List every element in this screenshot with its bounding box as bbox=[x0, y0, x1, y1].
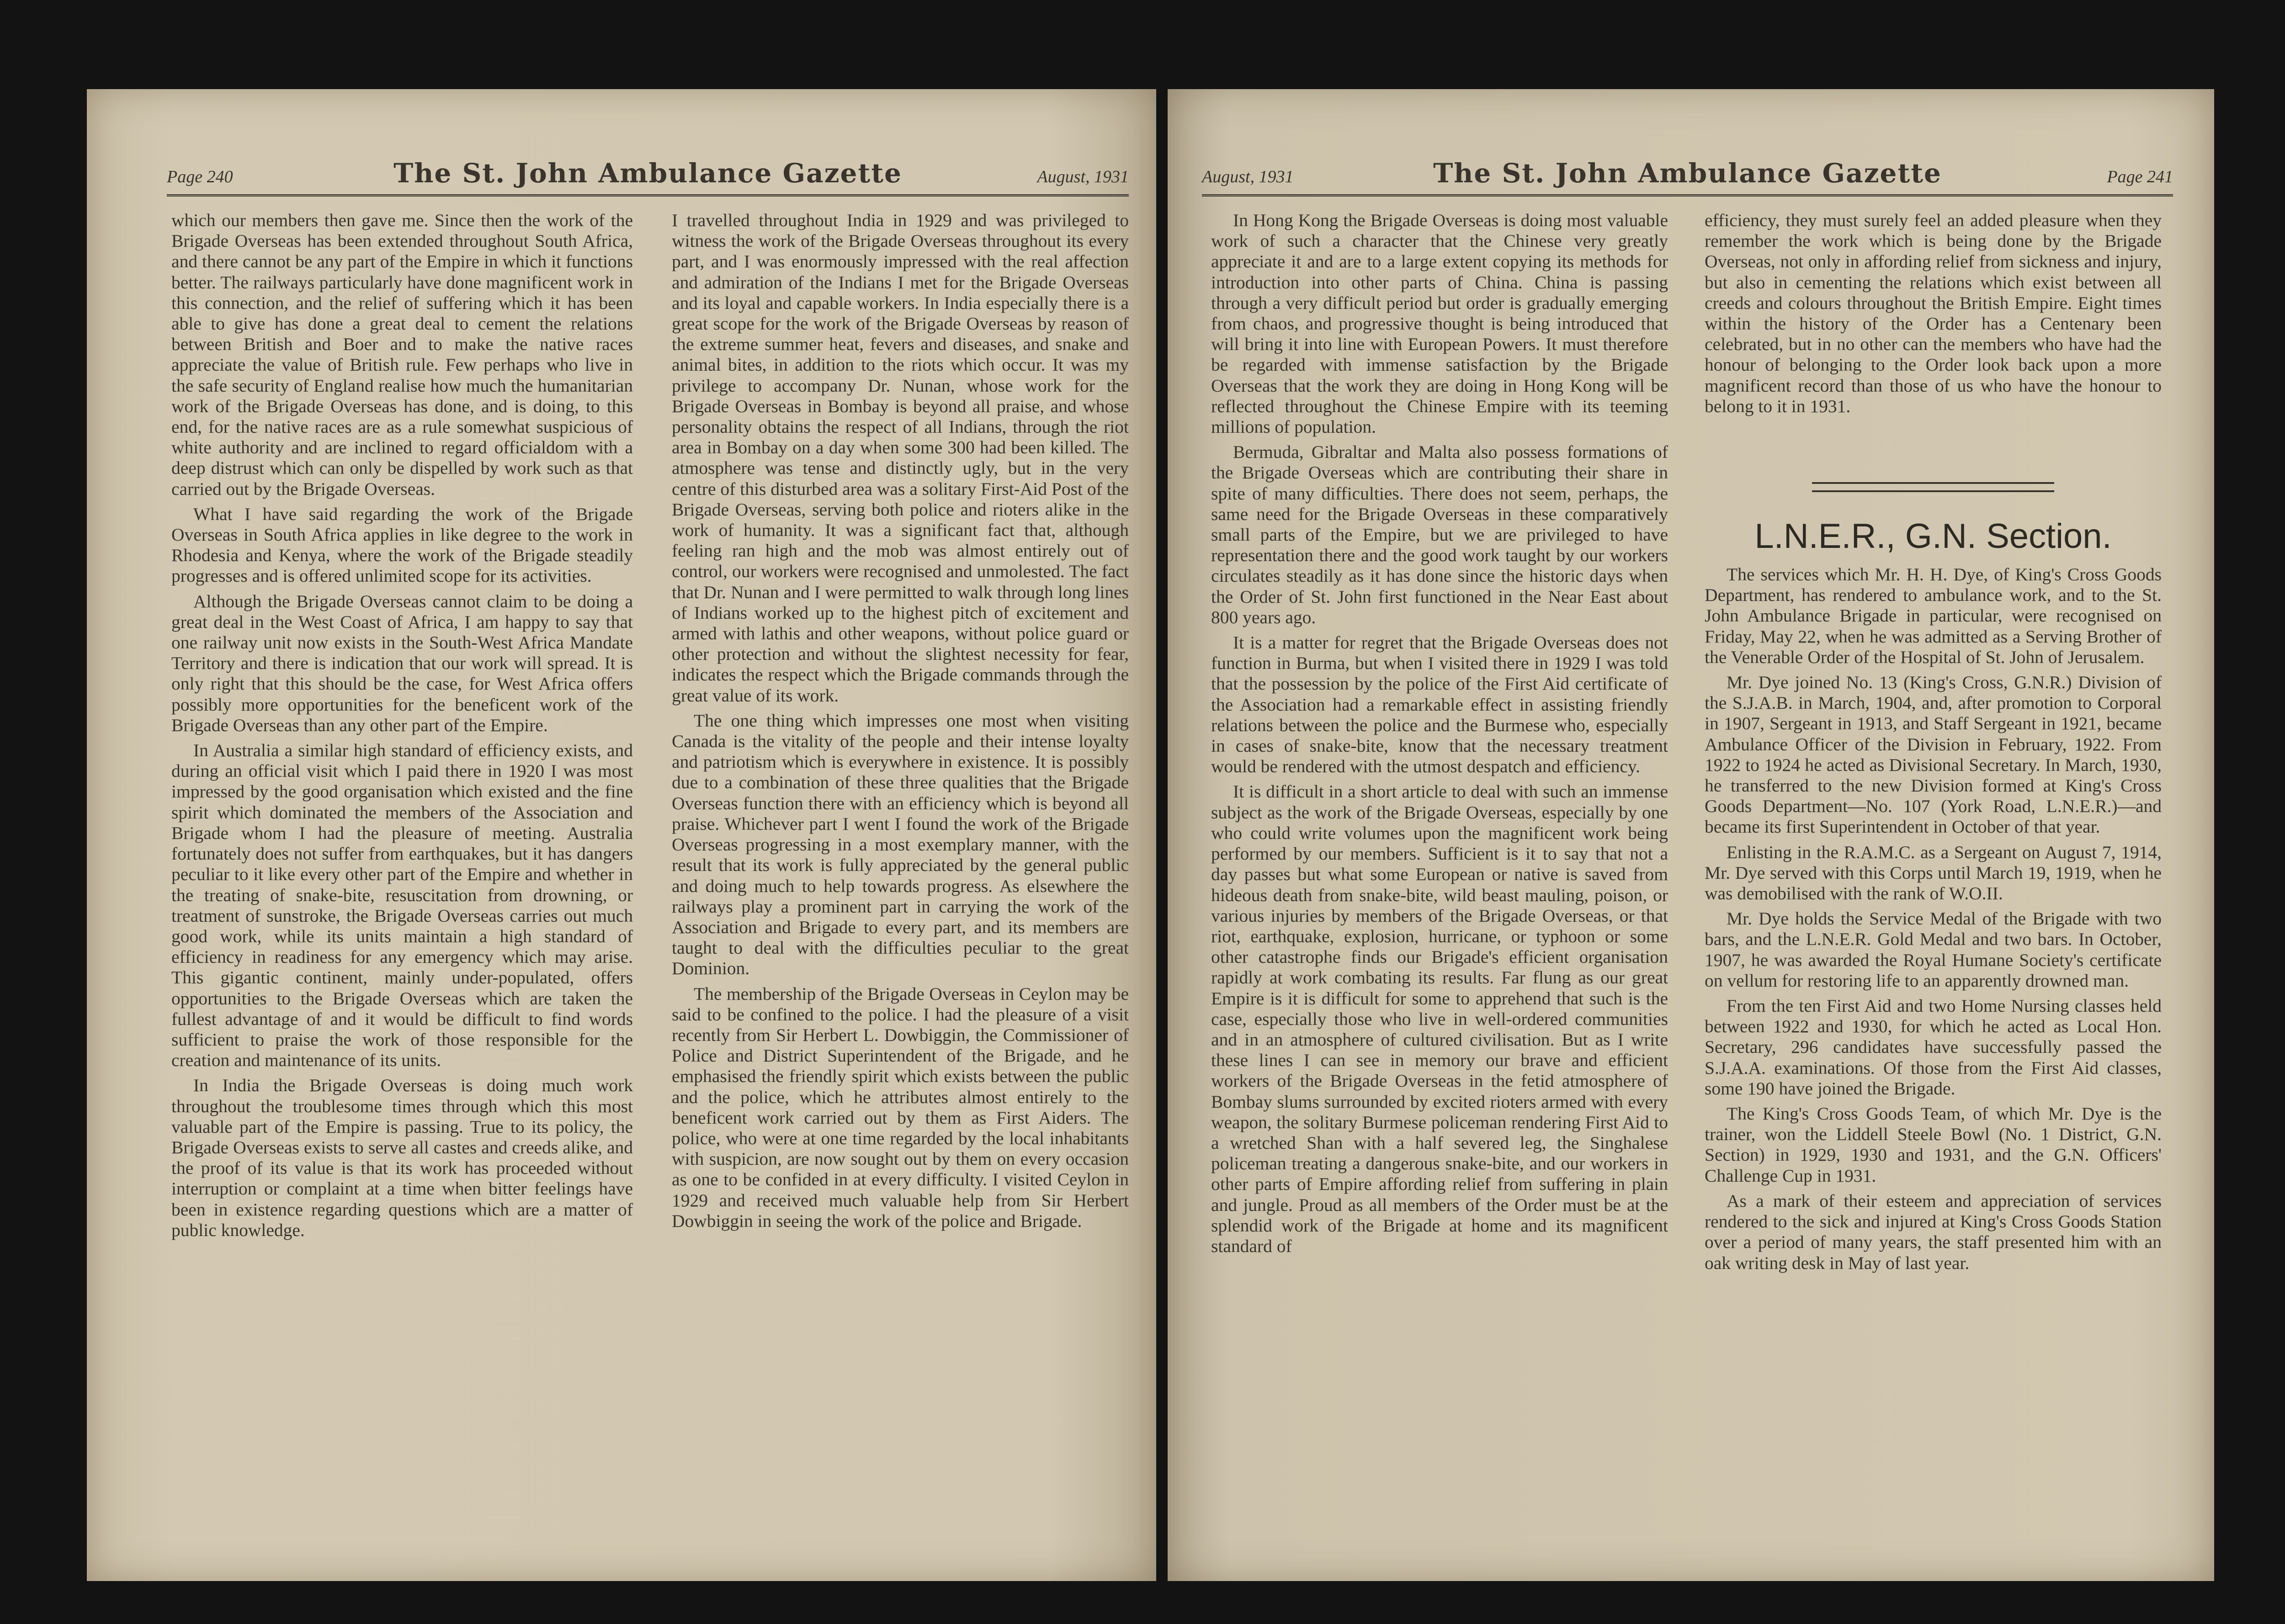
paragraph: Mr. Dye holds the Service Medal of the Brigade with two bars, and the L.N.E.R. Gold Medal and two bars. In October, 1907, he was awarded the Royal Humane Society's certificate on vellum for restoring life to an apparently drowned man. bbox=[1705, 908, 2162, 991]
paragraph: I travelled throughout India in 1929 and was privileged to witness the work of the Brigade Overseas throughout its every part, and I was enormously impressed with the real affection and admiration of the Indians I met for the Brigade Overseas and its loyal and capable workers. In India especially there is a great scope for the work of the Brigade Overseas by reason of the extreme summer heat, fevers and diseases, and snake and animal bites, in addition to the riots which occur. It was my privilege to accompany Dr. Nunan, whose work for the Brigade Overseas in Bombay is beyond all praise, and whose personality obtains the respect of all Indians, through the riot area in Bombay on a day when some 300 had been killed. The atmosphere was tense and distinctly ugly, but in the very centre of this disturbed area was a solitary First-Aid Post of the Brigade Overseas, serving both police and rioters alike in the work of humanity. It was a significant fact that, although feeling ran high and the mob was almost entirely out of control, our workers were recognised and unmolested. The fact that Dr. Nunan and I were permitted to walk through long lines of Indians worked up to the highest pitch of excitement and armed with lathis and other weapons, without police guard or other protection and without the slightest necessity for fear, indicates the respect which the Brigade commands through the great value of its work. bbox=[672, 210, 1129, 706]
right-column-1 bbox=[1211, 210, 1668, 1261]
paragraph: Enlisting in the R.A.M.C. as a Sergeant on August 7, 1914, Mr. Dye served with this Corps until March 19, 1919, when he was demobilised with the rank of W.O.II. bbox=[1705, 842, 2162, 904]
paragraph: In Hong Kong the Brigade Overseas is doing most valuable work of such a character that the Chinese very greatly appreciate it and are to a large extent copying its methods for introduction into other parts of China. China is passing through a very difficult period but order is gradually emerging from chaos, and progressive thought is being introduced that will bring it into line with European Powers. It must therefore be regarded with immense satisfaction by the Brigade Overseas that the work they are doing in Hong Kong will be reflected throughout the Chinese Empire with its teeming millions of population. bbox=[1211, 210, 1668, 437]
issue-date: August, 1931 bbox=[1202, 167, 1294, 186]
paragraph: efficiency, they must surely feel an added pleasure when they remember the work which is being done by the Brigade Overseas, not only in affording relief from sickness and injury, but also in cementing the relations which exist between all creeds and colours throughout the British Empire. Eight times within the history of the Order has a Centenary been celebrated, but in no other can the members who have had the honour of belonging to the Order look back upon a more magnificent record than those of us who have the honour to belong to it in 1931. bbox=[1705, 210, 2162, 416]
paragraph: In Australia a similar high standard of efficiency exists, and during an official visit which I paid there in 1920 I was most impressed by the good organisation which existed and the fine spirit which dominated the members of the Association and Brigade whom I had the pleasure of meeting. Australia fortunately does not suffer from earthquakes, but it has dangers peculiar to it like every other part of the Empire and whether in the treating of snake-bite, resuscitation from drowning, or treatment of sunstroke, the Brigade Overseas carries out much good work, while its units maintain a high standard of efficiency in readiness for any emergency which may arise. This gigantic continent, mainly under-populated, offers opportunities to the Brigade Overseas which are taken the fullest advantage of and it would be difficult to find words sufficient to praise the work of those responsible for the creation and maintenance of its units. bbox=[171, 740, 633, 1071]
right-page bbox=[1168, 89, 2214, 1581]
right-column-2 bbox=[1705, 564, 2162, 1278]
paragraph: Mr. Dye joined No. 13 (King's Cross, G.N.R.) Division of the S.J.A.B. in March, 1904, and, after promotion to Corporal in 1907, Sergeant in 1913, and Staff Sergeant in 1921, became Ambulance Officer of the Division in February, 1922. From 1922 to 1924 he acted as Divisional Secretary. In March, 1930, he transferred to the new Division formed at King's Cross Goods Department—No. 107 (York Road, L.N.E.R.)—and became its first Superintendent in October of that year. bbox=[1705, 672, 2162, 837]
paragraph: Although the Brigade Overseas cannot claim to be doing a great deal in the West Coast of Africa, I am happy to say that one railway unit now exists in the South-West Africa Mandate Territory and there is indication that our work will spread. It is only right that this should be the case, for West Africa offers possibly more opportunities for the beneficent work of the Brigade Overseas than any other part of the Empire. bbox=[171, 591, 633, 735]
paragraph: Bermuda, Gibraltar and Malta also possess formations of the Brigade Overseas which are contributing their share in spite of many difficulties. There does not seem, perhaps, the same need for the Brigade Overseas in these comparatively small parts of the Empire, but we are privileged to have representation there and the good work taught by our workers circulates steadily as it has done since the historic days when the Order of St. John first functioned in the Near East about 800 years ago. bbox=[1211, 442, 1668, 627]
gazette-title: The St. John Ambulance Gazette bbox=[1433, 158, 1942, 189]
paragraph: What I have said regarding the work of the Brigade Overseas in South Africa applies in like degree to the work in Rhodesia and Kenya, where the work of the Brigade steadily progresses and is offered unlimited scope for its activities. bbox=[171, 504, 633, 586]
page-number: Page 240 bbox=[167, 167, 233, 186]
paragraph: From the ten First Aid and two Home Nursing classes held between 1922 and 1930, for which he acted as Local Hon. Secretary, 296 candidates have successfully passed the S.J.A.A. examinations. Of those from the First Aid classes, some 190 have joined the Brigade. bbox=[1705, 996, 2162, 1099]
paragraph: The one thing which impresses one most when visiting Canada is the vitality of the people and their intense loyalty and patriotism which is everywhere in existence. It is possibly due to a combination of these three qualities that the Brigade Overseas function there with an efficiency which is beyond all praise. Whichever part I went I found the work of the Brigade Overseas progressing in a most exemplary manner, with the result that its work is fully appreciated by the general public and doing much to help towards progress. As elsewhere the railways play a prominent part in carrying the work of the Association and Brigade to every part, and its members are taught to deal with the difficulties peculiar to the great Dominion. bbox=[672, 710, 1129, 979]
paragraph: The membership of the Brigade Overseas in Ceylon may be said to be confined to the police. I had the pleasure of a visit recently from Sir Herbert L. Dowbiggin, the Commissioner of Police and District Superintendent of the Brigade, and he emphasised the friendly spirit which exists between the public and the police, which he attributes almost entirely to the beneficent work carried out by them as First Aiders. The police, who were at one time regarded by the local inhabitants with suspicion, are now sought out by them on every occasion as one to be confided in at every difficulty. I visited Ceylon in 1929 and received much valuable help from Sir Herbert Dowbiggin in seeing the work of the police and Brigade. bbox=[672, 983, 1129, 1231]
paragraph: In India the Brigade Overseas is doing much work throughout the troublesome times through which this most valuable part of the Empire is passing. True to its policy, the Brigade Overseas exists to serve all castes and creeds alike, and the proof of its value is that its work has proceeded without interruption or complaint at a time when bitter feelings have been in existence regarding questions which are a matter of public knowledge. bbox=[171, 1075, 633, 1240]
left-column-1 bbox=[171, 210, 633, 1245]
paragraph: It is a matter for regret that the Brigade Overseas does not function in Burma, but when I visited there in 1929 I was told that the possession by the police of the First Aid certificate of the Association had a remarkable effect in assisting friendly relations between the police and the Burmese who, especially in cases of snake-bite, know that the necessary treatment would be rendered with the utmost despatch and efficiency. bbox=[1211, 632, 1668, 777]
left-page-header bbox=[167, 158, 1129, 196]
section-heading: L.N.E.R., G.N. Section. bbox=[1754, 517, 2112, 556]
left-page bbox=[87, 89, 1156, 1581]
paragraph: which our members then gave me. Since then the work of the Brigade Overseas has been extended throughout South Africa, and there cannot be any part of the Empire in which it functions better. The railways particularly have done magnificent work in this connection, and the relief of suffering which it has been able to give has done a great deal to cement the relations between British and Boer and to make the native races appreciate the value of British rule. Few perhaps who live in the safe security of England realise how much the humanitarian work of the Brigade Overseas has done, and is doing, to this end, for the native races are as a rule somewhat suspicious of white authority and are inclined to regard officialdom with a deep distrust which can only be dispelled by work such as that carried out by the Brigade Overseas. bbox=[171, 210, 633, 499]
paragraph: The King's Cross Goods Team, of which Mr. Dye is the trainer, won the Liddell Steele Bowl (No. 1 District, G.N. Section) in 1929, 1930 and 1931, and the G.N. Officers' Challenge Cup in 1931. bbox=[1705, 1104, 2162, 1186]
left-column-2 bbox=[672, 210, 1129, 1236]
paragraph: As a mark of their esteem and appreciation of services rendered to the sick and injured at King's Cross Goods Station over a period of many years, the staff presented him with an oak writing desk in May of last year. bbox=[1705, 1190, 2162, 1273]
right-column-2-top bbox=[1705, 210, 2162, 421]
paragraph: The services which Mr. H. H. Dye, of King's Cross Goods Department, has rendered to ambulance work, and to the St. John Ambulance Brigade in particular, were recognised on Friday, May 22, when he was admitted as a Serving Brother of the Venerable Order of the Hospital of St. John of Jerusalem. bbox=[1705, 564, 2162, 667]
gazette-title: The St. John Ambulance Gazette bbox=[393, 158, 902, 189]
section-divider bbox=[1812, 482, 2054, 492]
paragraph: It is difficult in a short article to deal with such an immense subject as the work of the Brigade Overseas, especially by one who could write volumes upon the magnificent work being performed by our members. Sufficient is it to say that not a day passes but what some European or native is saved from hideous death from snake-bite, wild beast mauling, poison, or various injuries by members of the Brigade Overseas, or that riot, earthquake, explosion, hurricane, or typhoon or some other catastrophe finds our Brigade's efficient organisation rapidly at work combating its results. Far flung as our great Empire is it is difficult for some to apprehend that such is the case, especially those who live in well-ordered communities and in an atmosphere of cultured civilisation. But as I write these lines I can see in memory our brave and efficient workers of the Brigade Overseas in the fetid atmosphere of Bombay slums surrounded by excited rioters armed with every weapon, the solitary Burmese policeman rendering First Aid to a wretched Shan with a half severed leg, the Singhalese policeman treating a dangerous snake-bite, and our workers in other parts of Empire affording relief from suffering in plain and jungle. Proud as all members of the Order must be at the splendid work of the Brigade at home and its magnificent standard of bbox=[1211, 781, 1668, 1256]
right-page-header bbox=[1202, 158, 2173, 196]
page-number: Page 241 bbox=[2107, 167, 2173, 186]
issue-date: August, 1931 bbox=[1037, 167, 1129, 186]
